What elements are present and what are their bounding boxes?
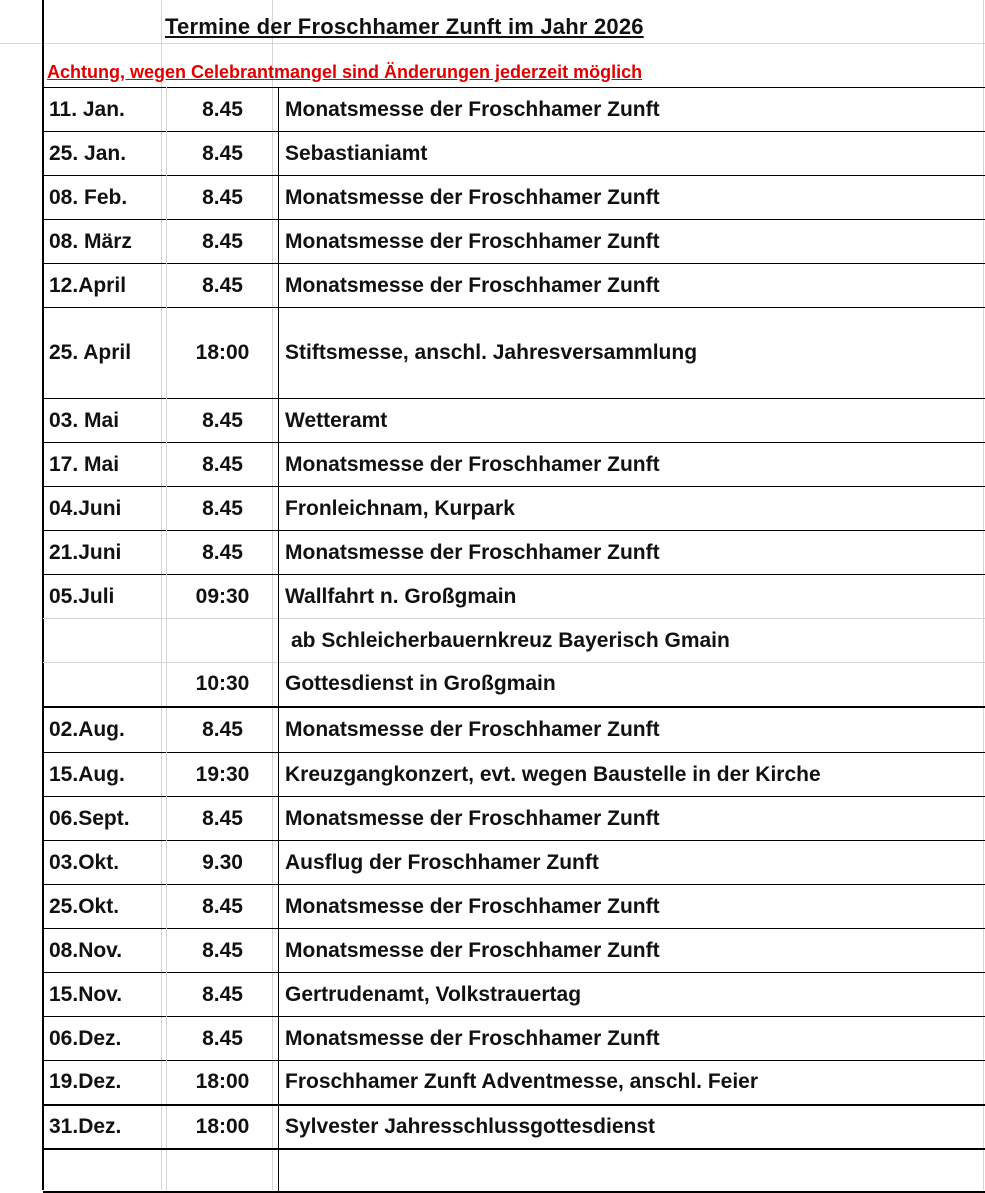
- table-row: [43, 753, 985, 797]
- time-cell[interactable]: 8.45: [167, 707, 279, 753]
- table-row: [43, 619, 985, 663]
- time-cell[interactable]: 8.45: [167, 264, 279, 308]
- date-cell[interactable]: 04.Juni: [43, 487, 167, 531]
- time-cell[interactable]: [167, 619, 279, 663]
- date-cell[interactable]: 25.Okt.: [43, 885, 167, 929]
- time-cell[interactable]: 8.45: [167, 531, 279, 575]
- event-cell[interactable]: Monatsmesse der Froschhamer Zunft: [279, 176, 985, 220]
- table-row: [43, 1105, 985, 1149]
- event-cell[interactable]: Monatsmesse der Froschhamer Zunft: [279, 220, 985, 264]
- gridline: [0, 43, 985, 44]
- event-cell[interactable]: Gottesdienst in Großgmain: [279, 663, 985, 707]
- event-cell[interactable]: Froschhamer Zunft Adventmesse, anschl. Feier: [279, 1061, 985, 1105]
- time-cell[interactable]: 8.45: [167, 973, 279, 1017]
- table-row: [43, 443, 985, 487]
- date-cell[interactable]: [43, 619, 167, 663]
- event-cell[interactable]: Monatsmesse der Froschhamer Zunft: [279, 88, 985, 132]
- event-cell[interactable]: Gertrudenamt, Volkstrauertag: [279, 973, 985, 1017]
- event-cell[interactable]: Monatsmesse der Froschhamer Zunft: [279, 929, 985, 973]
- time-cell[interactable]: 8.45: [167, 399, 279, 443]
- date-cell[interactable]: 21.Juni: [43, 531, 167, 575]
- time-cell[interactable]: 8.45: [167, 487, 279, 531]
- date-cell[interactable]: 03.Okt.: [43, 841, 167, 885]
- table-row: [43, 531, 985, 575]
- table-row: [43, 487, 985, 531]
- time-cell[interactable]: 8.45: [167, 220, 279, 264]
- date-cell[interactable]: 17. Mai: [43, 443, 167, 487]
- empty-cell[interactable]: [43, 1149, 167, 1192]
- time-cell[interactable]: 8.45: [167, 443, 279, 487]
- time-cell[interactable]: 9.30: [167, 841, 279, 885]
- table-row: [43, 308, 985, 399]
- date-cell[interactable]: 11. Jan.: [43, 88, 167, 132]
- event-cell[interactable]: Monatsmesse der Froschhamer Zunft: [279, 531, 985, 575]
- event-cell[interactable]: Ausflug der Froschhamer Zunft: [279, 841, 985, 885]
- empty-row: [43, 1149, 985, 1192]
- date-cell[interactable]: 02.Aug.: [43, 707, 167, 753]
- time-cell[interactable]: 18:00: [167, 1105, 279, 1149]
- time-cell[interactable]: 09:30: [167, 575, 279, 619]
- table-row: [43, 264, 985, 308]
- table-row: [43, 1061, 985, 1105]
- time-cell[interactable]: 18:00: [167, 1061, 279, 1105]
- time-cell[interactable]: 18:00: [167, 308, 279, 399]
- date-cell[interactable]: [43, 663, 167, 707]
- date-cell[interactable]: 08. Feb.: [43, 176, 167, 220]
- time-cell[interactable]: 8.45: [167, 929, 279, 973]
- event-cell[interactable]: ab Schleicherbauernkreuz Bayerisch Gmain: [279, 619, 985, 663]
- time-cell[interactable]: 8.45: [167, 797, 279, 841]
- schedule-table: [43, 87, 985, 1193]
- table-row: [43, 929, 985, 973]
- date-cell[interactable]: 08. März: [43, 220, 167, 264]
- table-row: [43, 220, 985, 264]
- event-cell[interactable]: Sebastianiamt: [279, 132, 985, 176]
- event-cell[interactable]: Kreuzgangkonzert, evt. wegen Baustelle in der Kirche: [279, 753, 985, 797]
- time-cell[interactable]: 19:30: [167, 753, 279, 797]
- date-cell[interactable]: 08.Nov.: [43, 929, 167, 973]
- page-title: Termine der Froschhamer Zunft im Jahr 2026: [165, 14, 644, 40]
- table-row: [43, 885, 985, 929]
- date-cell[interactable]: 05.Juli: [43, 575, 167, 619]
- table-row: [43, 797, 985, 841]
- empty-cell[interactable]: [279, 1149, 985, 1192]
- table-row: [43, 88, 985, 132]
- warning-notice: Achtung, wegen Celebrantmangel sind Änderungen jederzeit möglich: [47, 62, 642, 83]
- event-cell[interactable]: Sylvester Jahresschlussgottesdienst: [279, 1105, 985, 1149]
- event-cell[interactable]: Monatsmesse der Froschhamer Zunft: [279, 707, 985, 753]
- event-cell[interactable]: Stiftsmesse, anschl. Jahresversammlung: [279, 308, 985, 399]
- table-row: [43, 132, 985, 176]
- date-cell[interactable]: 06.Sept.: [43, 797, 167, 841]
- table-row: [43, 707, 985, 753]
- event-cell[interactable]: Monatsmesse der Froschhamer Zunft: [279, 264, 985, 308]
- table-row: [43, 575, 985, 619]
- event-cell[interactable]: Wallfahrt n. Großgmain: [279, 575, 985, 619]
- table-row: [43, 399, 985, 443]
- table-row: [43, 1017, 985, 1061]
- table-row: [43, 663, 985, 707]
- time-cell[interactable]: 8.45: [167, 1017, 279, 1061]
- time-cell[interactable]: 8.45: [167, 88, 279, 132]
- date-cell[interactable]: 19.Dez.: [43, 1061, 167, 1105]
- event-cell[interactable]: Fronleichnam, Kurpark: [279, 487, 985, 531]
- time-cell[interactable]: 8.45: [167, 885, 279, 929]
- date-cell[interactable]: 15.Aug.: [43, 753, 167, 797]
- event-cell[interactable]: Monatsmesse der Froschhamer Zunft: [279, 885, 985, 929]
- time-cell[interactable]: 10:30: [167, 663, 279, 707]
- date-cell[interactable]: 25. April: [43, 308, 167, 399]
- event-cell[interactable]: Monatsmesse der Froschhamer Zunft: [279, 443, 985, 487]
- date-cell[interactable]: 12.April: [43, 264, 167, 308]
- date-cell[interactable]: 25. Jan.: [43, 132, 167, 176]
- table-row: [43, 176, 985, 220]
- time-cell[interactable]: 8.45: [167, 176, 279, 220]
- event-cell[interactable]: Monatsmesse der Froschhamer Zunft: [279, 797, 985, 841]
- event-cell[interactable]: Wetteramt: [279, 399, 985, 443]
- date-cell[interactable]: 06.Dez.: [43, 1017, 167, 1061]
- table-row: [43, 841, 985, 885]
- date-cell[interactable]: 15.Nov.: [43, 973, 167, 1017]
- date-cell[interactable]: 31.Dez.: [43, 1105, 167, 1149]
- event-cell[interactable]: Monatsmesse der Froschhamer Zunft: [279, 1017, 985, 1061]
- date-cell[interactable]: 03. Mai: [43, 399, 167, 443]
- time-cell[interactable]: 8.45: [167, 132, 279, 176]
- empty-cell[interactable]: [167, 1149, 279, 1192]
- table-row: [43, 973, 985, 1017]
